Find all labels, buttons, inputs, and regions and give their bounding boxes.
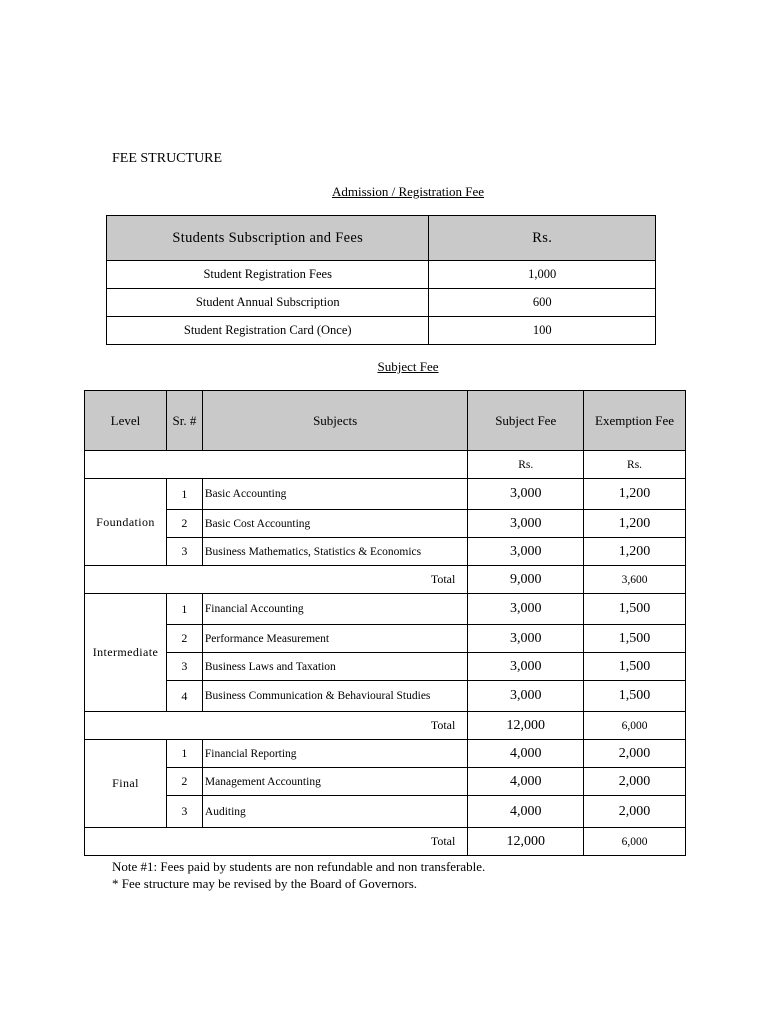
subject-name: Basic Accounting — [202, 479, 467, 510]
exemption-fee: 1,500 — [584, 625, 686, 653]
subject-sr: 2 — [166, 625, 202, 653]
note-revision: * Fee structure may be revised by the Board of Governors. — [112, 876, 418, 891]
subject-fee: 3,000 — [468, 594, 584, 625]
table-row — [85, 510, 686, 538]
exemption-fee: 1,200 — [584, 538, 686, 566]
exemption-fee: 1,500 — [584, 653, 686, 681]
total-subject-fee: 12,000 — [468, 828, 584, 856]
subject-sr: 1 — [166, 479, 202, 510]
exemption-fee: 1,500 — [584, 594, 686, 625]
header-level: Level — [85, 391, 167, 451]
total-label: Total — [85, 566, 468, 594]
total-row — [85, 566, 686, 594]
subject-fee: 3,000 — [468, 681, 584, 712]
total-label: Total — [85, 712, 468, 740]
header-subject-fee: Subject Fee — [468, 391, 584, 451]
subject-fee: 3,000 — [468, 653, 584, 681]
admission-amount: 1,000 — [429, 261, 656, 289]
total-exemption-fee: 6,000 — [584, 828, 686, 856]
subject-name: Business Communication & Behavioural Studies — [202, 681, 467, 712]
table-row — [107, 317, 656, 345]
level-final: Final — [85, 740, 167, 828]
total-row — [85, 712, 686, 740]
table-row — [85, 681, 686, 712]
admission-header-item: Students Subscription and Fees — [107, 216, 429, 261]
exemption-fee: 1,500 — [584, 681, 686, 712]
subject-name: Management Accounting — [202, 768, 467, 796]
subject-fee: 4,000 — [468, 796, 584, 828]
admission-amount: 600 — [429, 289, 656, 317]
table-row — [107, 289, 656, 317]
subject-name: Basic Cost Accounting — [202, 510, 467, 538]
table-row — [85, 625, 686, 653]
total-subject-fee: 9,000 — [468, 566, 584, 594]
subject-name: Business Mathematics, Statistics & Economics — [202, 538, 467, 566]
currency-row — [85, 451, 686, 479]
level-intermediate: Intermediate — [85, 594, 167, 712]
document-title: FEE STRUCTURE — [112, 151, 223, 166]
subject-sr: 4 — [166, 681, 202, 712]
subject-fee: 4,000 — [468, 740, 584, 768]
table-row — [85, 768, 686, 796]
total-label: Total — [85, 828, 468, 856]
subject-caption: Subject Fee — [377, 359, 439, 374]
subject-name: Financial Reporting — [202, 740, 467, 768]
subject-header-row — [85, 391, 686, 451]
admission-item: Student Registration Fees — [107, 261, 429, 289]
table-row — [85, 796, 686, 828]
subject-name: Auditing — [202, 796, 467, 828]
subject-fee: 3,000 — [468, 625, 584, 653]
subject-sr: 3 — [166, 653, 202, 681]
subject-name: Financial Accounting — [202, 594, 467, 625]
notes — [112, 858, 485, 892]
subject-name: Business Laws and Taxation — [202, 653, 467, 681]
header-sr: Sr. # — [166, 391, 202, 451]
exemption-fee: 2,000 — [584, 768, 686, 796]
total-row — [85, 828, 686, 856]
total-exemption-fee: 6,000 — [584, 712, 686, 740]
subject-fee: 3,000 — [468, 479, 584, 510]
admission-header-row — [107, 216, 656, 261]
subject-sr: 1 — [166, 740, 202, 768]
admission-fee-table — [106, 215, 656, 345]
table-row — [85, 479, 686, 510]
total-exemption-fee: 3,600 — [584, 566, 686, 594]
currency-exemption-fee: Rs. — [584, 451, 686, 479]
total-subject-fee: 12,000 — [468, 712, 584, 740]
level-foundation: Foundation — [85, 479, 167, 566]
admission-item: Student Registration Card (Once) — [107, 317, 429, 345]
admission-header-amount: Rs. — [429, 216, 656, 261]
admission-caption: Admission / Registration Fee — [331, 184, 485, 199]
subject-sr: 3 — [166, 796, 202, 828]
note-refund: Note #1: Fees paid by students are non refundable and non transferable. — [112, 859, 486, 874]
admission-amount: 100 — [429, 317, 656, 345]
subject-sr: 3 — [166, 538, 202, 566]
exemption-fee: 2,000 — [584, 796, 686, 828]
header-subjects: Subjects — [202, 391, 467, 451]
subject-sr: 2 — [166, 768, 202, 796]
exemption-fee: 1,200 — [584, 479, 686, 510]
subject-sr: 2 — [166, 510, 202, 538]
subject-sr: 1 — [166, 594, 202, 625]
table-row — [85, 653, 686, 681]
table-row — [85, 594, 686, 625]
header-exemption-fee: Exemption Fee — [584, 391, 686, 451]
subject-fee: 3,000 — [468, 510, 584, 538]
admission-item: Student Annual Subscription — [107, 289, 429, 317]
subject-fee-table — [84, 390, 686, 856]
table-row — [85, 538, 686, 566]
exemption-fee: 2,000 — [584, 740, 686, 768]
currency-blank — [85, 451, 468, 479]
subject-name: Performance Measurement — [202, 625, 467, 653]
table-row — [85, 740, 686, 768]
table-row — [107, 261, 656, 289]
currency-subject-fee: Rs. — [468, 451, 584, 479]
exemption-fee: 1,200 — [584, 510, 686, 538]
subject-fee: 4,000 — [468, 768, 584, 796]
subject-fee: 3,000 — [468, 538, 584, 566]
